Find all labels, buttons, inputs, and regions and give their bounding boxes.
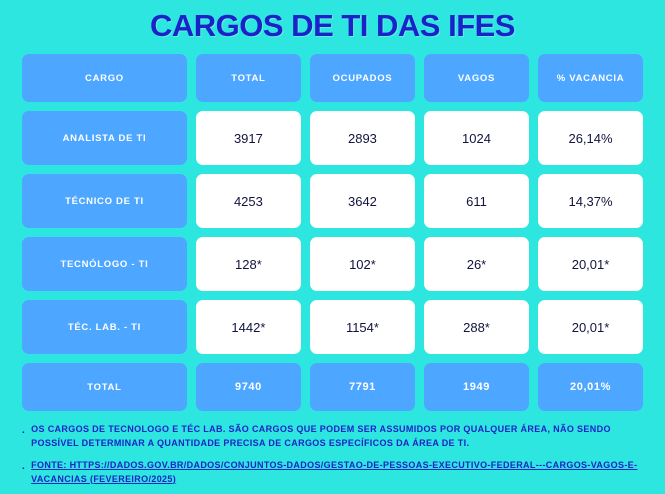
row-total: 3917 (196, 111, 301, 165)
row-vacancia: 20,01* (538, 237, 643, 291)
footnote-source-text[interactable]: FONTE: HTTPS://DADOS.GOV.BR/DADOS/CONJUNTOS-DADOS/GESTAO-DE-PESSOAS-EXECUTIVO-FEDERAL---CARGOS-VAGOS-E-VACANCIAS (FEVEREIRO/2025) (31, 460, 638, 484)
header-cargo: CARGO (22, 54, 187, 102)
row-vagos: 288* (424, 300, 529, 354)
header-vacancia: % VACANCIA (538, 54, 643, 102)
row-vacancia: 20,01* (538, 300, 643, 354)
row-ocupados: 2893 (310, 111, 415, 165)
row-ocupados: 1154* (310, 300, 415, 354)
total-total: 9740 (196, 363, 301, 411)
table-row (22, 237, 643, 291)
row-total: 128* (196, 237, 301, 291)
footnote-observacao (22, 423, 643, 450)
total-vacancia: 20,01% (538, 363, 643, 411)
table-row (22, 300, 643, 354)
table-row (22, 111, 643, 165)
bullet-icon: . (22, 461, 26, 472)
footnote-fonte (22, 459, 643, 486)
row-vagos: 1024 (424, 111, 529, 165)
table-row (22, 174, 643, 228)
row-total: 1442* (196, 300, 301, 354)
row-vagos: 611 (424, 174, 529, 228)
row-label: ANALISTA DE TI (22, 111, 187, 165)
page-title: CARGOS DE TI DAS IFES (150, 8, 515, 43)
total-vagos: 1949 (424, 363, 529, 411)
row-total: 4253 (196, 174, 301, 228)
row-ocupados: 3642 (310, 174, 415, 228)
row-vagos: 26* (424, 237, 529, 291)
row-label: TÉCNICO DE TI (22, 174, 187, 228)
header-vagos: VAGOS (424, 54, 529, 102)
row-label: TECNÓLOGO - TI (22, 237, 187, 291)
table-header-row (22, 54, 643, 102)
header-ocupados: OCUPADOS (310, 54, 415, 102)
bullet-icon: . (22, 425, 26, 436)
row-vacancia: 26,14% (538, 111, 643, 165)
row-ocupados: 102* (310, 237, 415, 291)
footnotes (22, 423, 643, 486)
header-total: TOTAL (196, 54, 301, 102)
row-label: TÉC. LAB. - TI (22, 300, 187, 354)
footnote-text: OS CARGOS DE TECNOLOGO E TÉC LAB. SÃO CARGOS QUE PODEM SER ASSUMIDOS POR QUALQUER ÁREA, NÃO SENDO POSSÍVEL DETERMINAR A QUANTIDADE PRECISA DE CARGOS ESPECÍFICOS DA ÁREA DE TI. (31, 424, 611, 448)
row-vacancia: 14,37% (538, 174, 643, 228)
table-total-row (22, 363, 643, 411)
cargos-table (22, 54, 643, 411)
total-label: TOTAL (22, 363, 187, 411)
total-ocupados: 7791 (310, 363, 415, 411)
